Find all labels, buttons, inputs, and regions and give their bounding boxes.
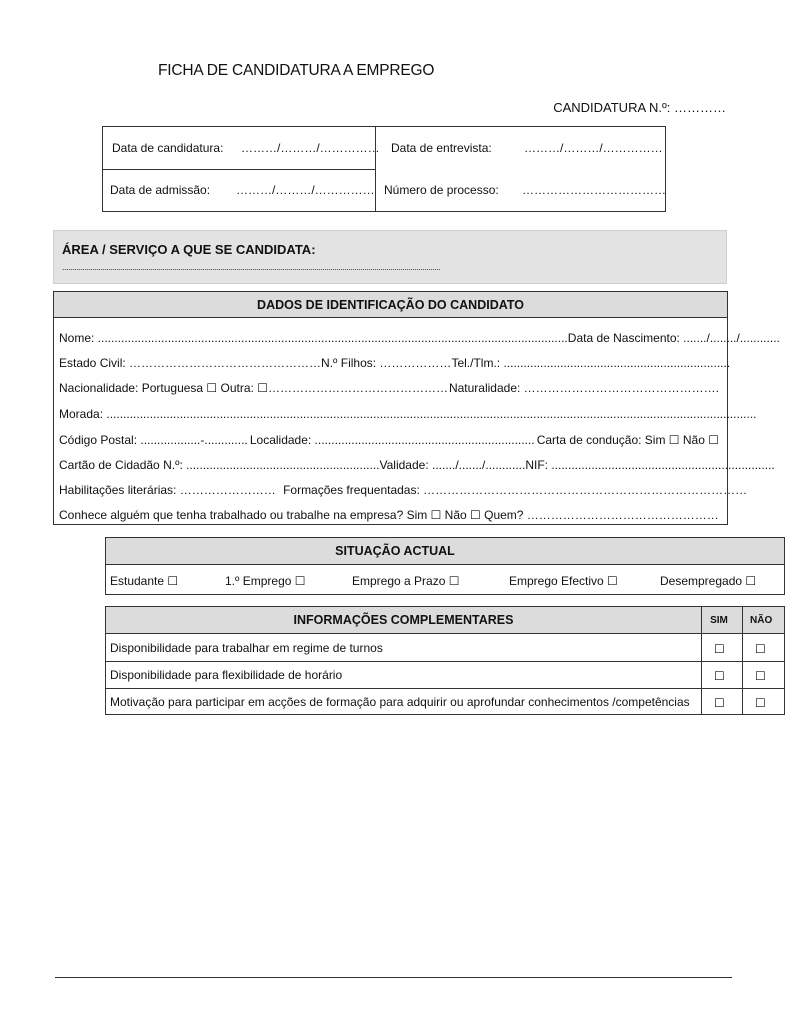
data-entrevista-field[interactable]: ………/………/…………… (524, 141, 663, 155)
data-nascimento-field[interactable]: Data de Nascimento: ......./......../............ (567, 331, 780, 345)
n-filhos-field[interactable]: N.º Filhos: ……………… (321, 356, 452, 370)
nacionalidade-row (59, 381, 719, 395)
area-servico-box (53, 230, 727, 284)
conhece-field[interactable]: Conhece alguém que tenha trabalhado ou trabalhe na empresa? Sim ☐ Não ☐ Quem? ………………………………………… (59, 508, 719, 522)
identificacao-header: DADOS DE IDENTIFICAÇÃO DO CANDIDATO (54, 292, 727, 318)
data-candidatura-field[interactable]: ………/………/…………… (241, 141, 380, 155)
informacoes-header: INFORMAÇÕES COMPLEMENTARES (293, 613, 514, 627)
divider (106, 688, 784, 689)
candidatura-number-field[interactable]: CANDIDATURA N.º: ………… (553, 100, 726, 115)
habilitacoes-row (59, 483, 748, 497)
footer-rule (55, 977, 732, 978)
validade-field[interactable]: Validade: ......./......./............ (379, 458, 526, 472)
area-servico-title: ÁREA / SERVIÇO A QUE SE CANDIDATA: (62, 242, 316, 257)
informacoes-header-row (106, 607, 784, 634)
divider (106, 661, 784, 662)
turnos-label: Disponibilidade para trabalhar em regime de turnos (110, 641, 383, 655)
codigo-postal-field[interactable]: Código Postal: ..................-............. (59, 433, 248, 447)
motivacao-sim-checkbox[interactable]: ☐ (714, 696, 725, 710)
morada-field[interactable]: Morada: ................................................................................................................................................................................................... (59, 407, 757, 421)
informacoes-table (105, 606, 785, 715)
cartao-cidadao-field[interactable]: Cartão de Cidadão N.º: .......................................................... (59, 458, 380, 472)
numero-processo-label: Número de processo: (384, 183, 499, 197)
flexibilidade-label: Disponibilidade para flexibilidade de horário (110, 668, 343, 682)
estado-civil-field[interactable]: Estado Civil: ………………………………………… (59, 356, 322, 370)
identificacao-section (53, 291, 780, 525)
situacao-header: SITUAÇÃO ACTUAL (106, 538, 784, 565)
data-candidatura-label: Data de candidatura: (112, 141, 224, 155)
codigo-postal-row (59, 433, 719, 447)
option-primeiro-emprego[interactable]: 1.º Emprego ☐ (225, 574, 306, 588)
cartao-row (59, 458, 775, 472)
column-nao: NÃO (750, 615, 773, 626)
nome-field[interactable]: Nome: ............................................................................................................................................. (59, 331, 568, 345)
habilitacoes-field[interactable]: Habilitações literárias: …………………… (59, 483, 276, 497)
nif-field[interactable]: NIF: ................................................................... (525, 458, 775, 472)
data-admissao-label: Data de admissão: (110, 183, 211, 197)
turnos-sim-checkbox[interactable]: ☐ (714, 642, 725, 656)
naturalidade-field[interactable]: Naturalidade: …………………………………………. (448, 381, 719, 395)
data-admissao-field[interactable]: ………/………/…………… (236, 183, 375, 197)
tel-field[interactable]: Tel./Tlm.: .................................................................... (451, 356, 731, 370)
data-entrevista-label: Data de entrevista: (391, 141, 492, 155)
localidade-field[interactable]: Localidade: .................................................................. (249, 433, 535, 447)
motivacao-nao-checkbox[interactable]: ☐ (755, 696, 766, 710)
divider (103, 169, 376, 170)
numero-processo-field[interactable]: ……………………………… (522, 183, 666, 197)
option-emprego-prazo[interactable]: Emprego a Prazo ☐ (352, 574, 460, 588)
motivacao-label: Motivação para participar em acções de formação para adquirir ou aprofundar conhecimentos /competências (110, 695, 690, 709)
page-title: FICHA DE CANDIDATURA A EMPREGO (158, 62, 435, 79)
turnos-nao-checkbox[interactable]: ☐ (755, 642, 766, 656)
option-emprego-efectivo[interactable]: Emprego Efectivo ☐ (509, 574, 618, 588)
carta-conducao-field[interactable]: Carta de condução: Sim ☐ Não ☐ (536, 433, 719, 447)
option-estudante[interactable]: Estudante ☐ (110, 574, 179, 588)
dates-box (102, 126, 666, 212)
flexibilidade-sim-checkbox[interactable]: ☐ (714, 669, 725, 683)
column-sim: SIM (710, 615, 728, 626)
nacionalidade-field[interactable]: Nacionalidade: Portuguesa ☐ Outra: ☐……………………………………… (59, 381, 448, 395)
nome-row (59, 331, 780, 345)
option-desempregado[interactable]: Desempregado ☐ (660, 574, 757, 588)
area-servico-field[interactable]: ............................................................................................................................................................................................. (62, 262, 441, 272)
formacoes-field[interactable]: Formações frequentadas: ……………………………………………………………………… (283, 483, 748, 497)
situacao-section (105, 537, 785, 595)
flexibilidade-nao-checkbox[interactable]: ☐ (755, 669, 766, 683)
estado-civil-row (59, 356, 731, 370)
